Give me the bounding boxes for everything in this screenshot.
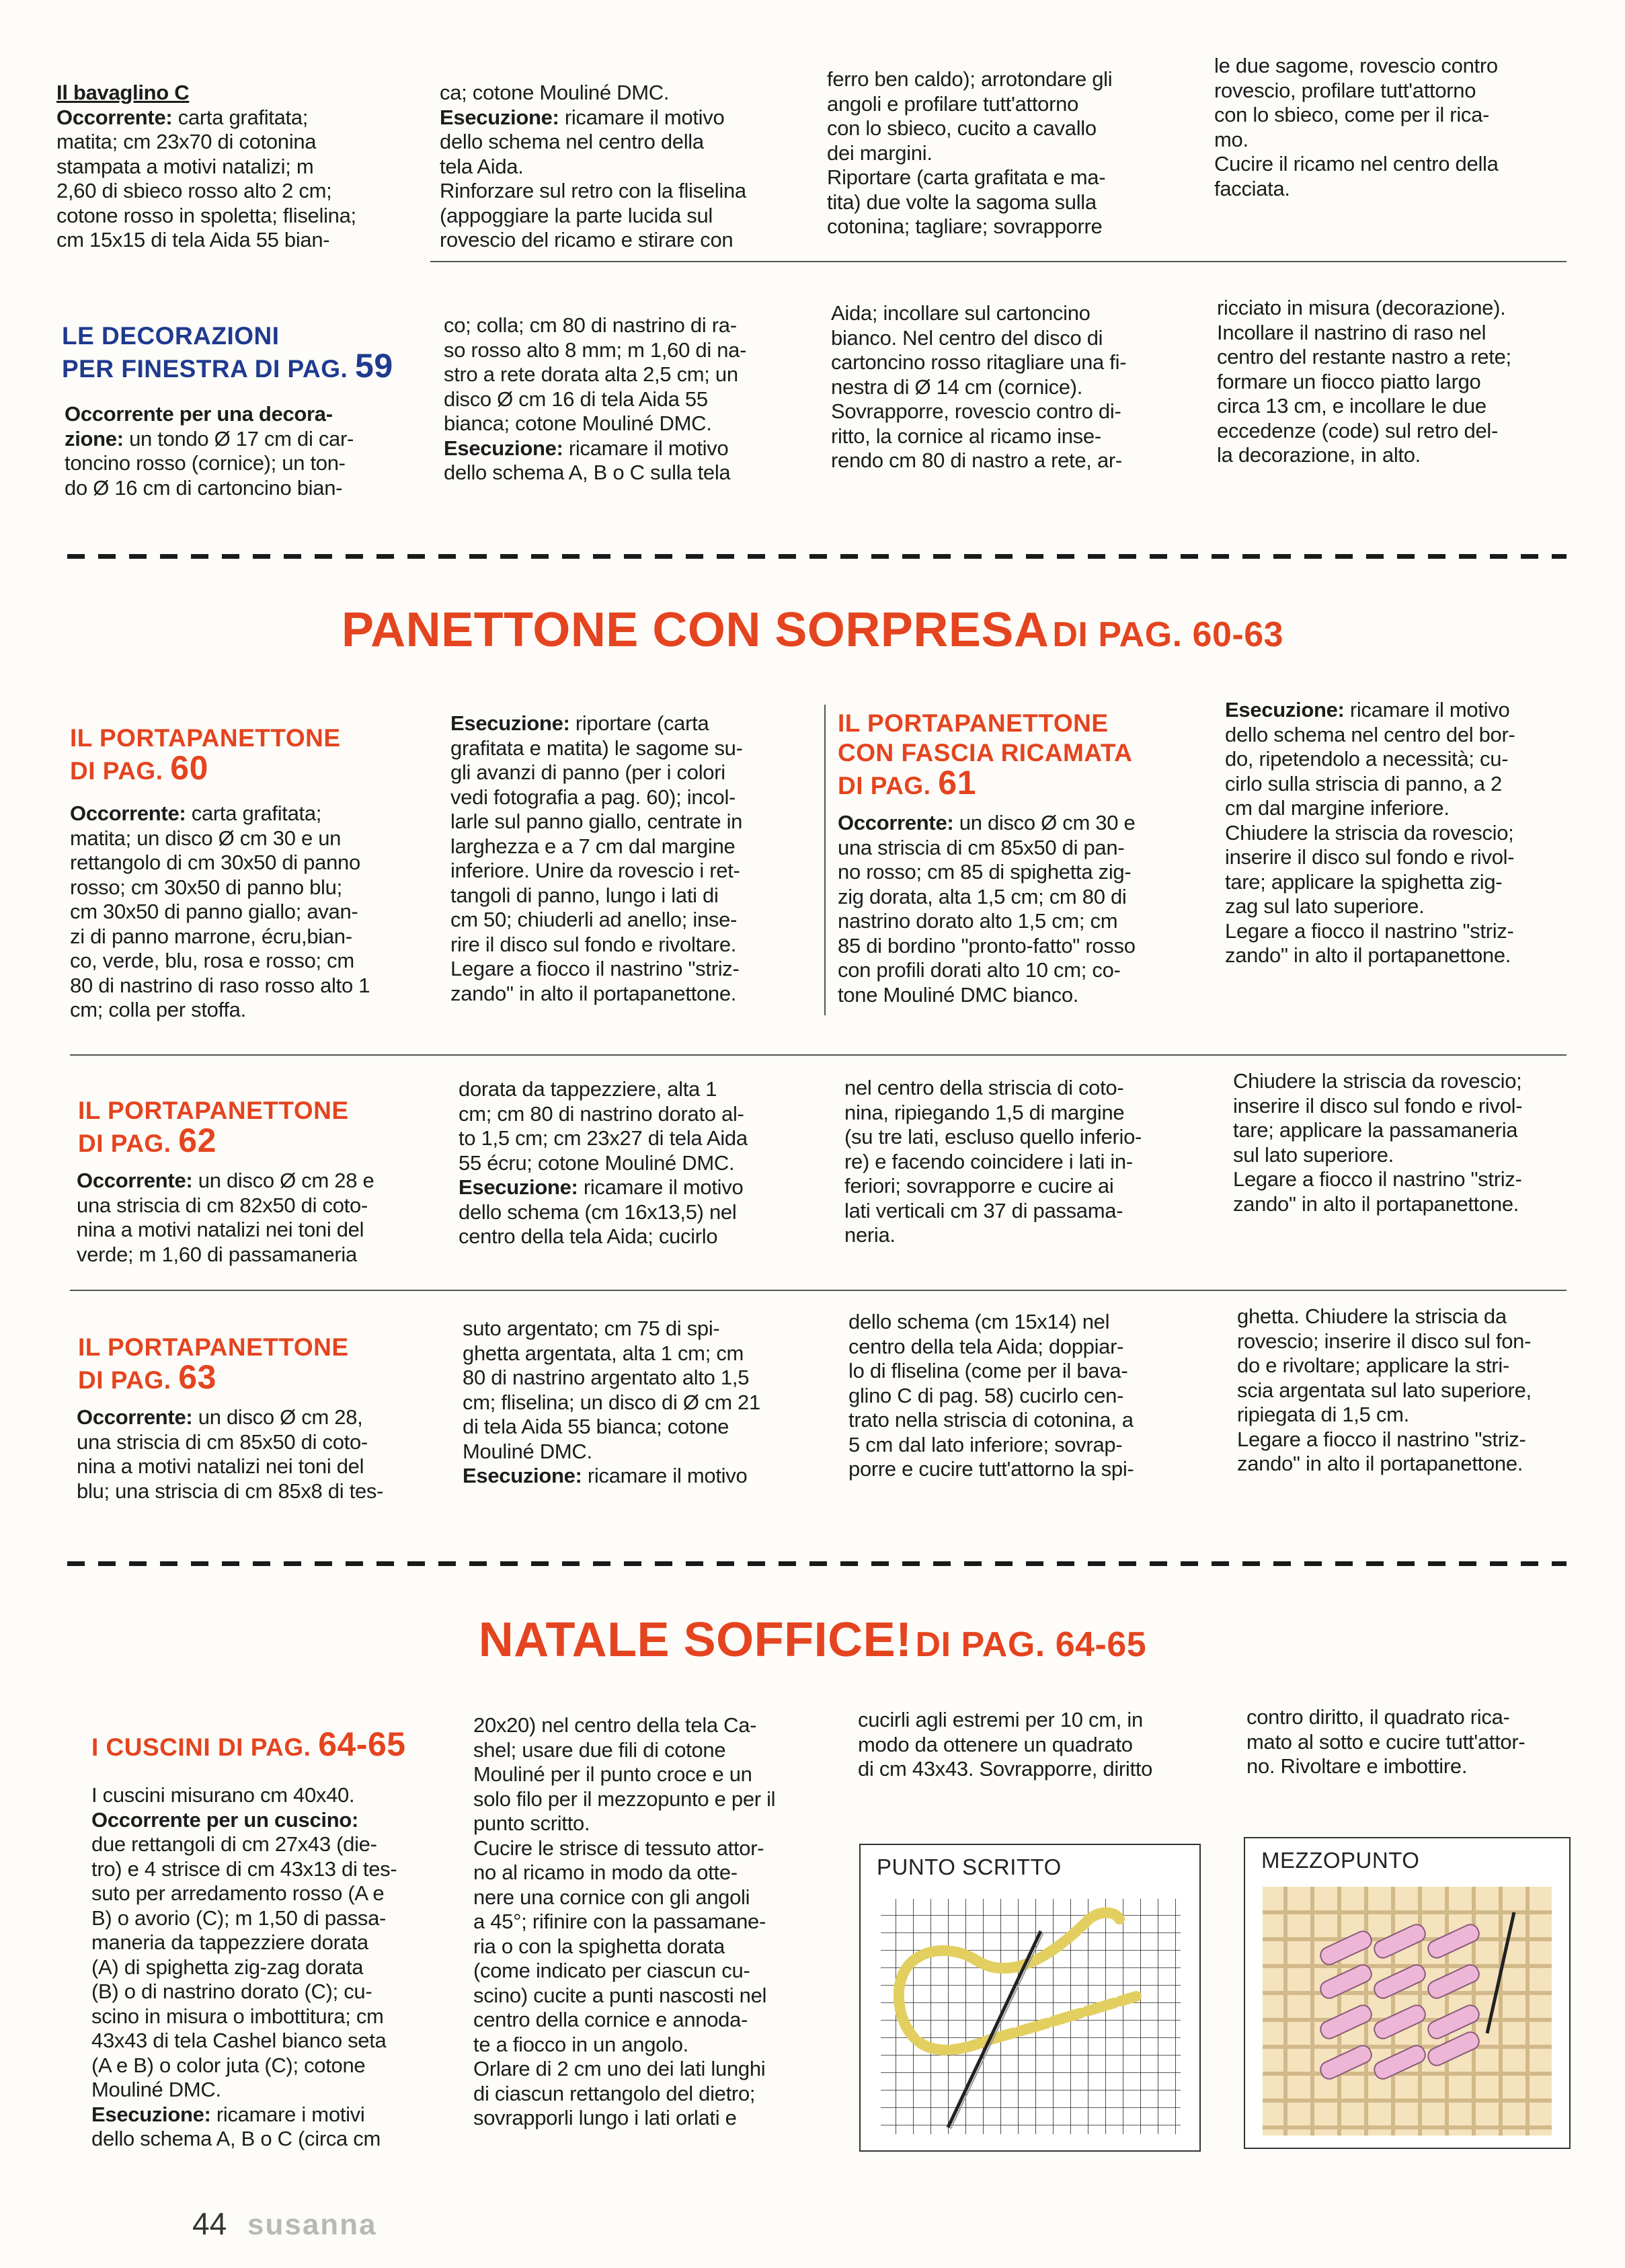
p60-col-1: Occorrente: carta grafitata; matita; un disco Ø cm 30 e un rettangolo di cm 30x50 di panno rosso; cm 30x50 di panno blu; cm 30x50 di panno giallo; avan- zi di panno marrone, écru,bian- co, verde, blu, rosa e rosso; cm 80 di nastrino di raso rosso alto 1 cm; colla per stoffa. — [70, 801, 370, 1021]
divider-rule — [430, 261, 1567, 262]
mezzopunto-illustration — [1245, 1838, 1569, 2148]
punto-scritto-illustration — [861, 1845, 1199, 2150]
cuscini-col-4: contro diritto, il quadrato rica- mato al sotto e cucire tutt'attor- no. Rivoltare e imbottire. — [1246, 1705, 1525, 1778]
p60-heading: IL PORTAPANETTONE DI PAG. 60 — [70, 724, 341, 787]
decorazioni-col-3: Aida; incollare sul cartoncino bianco. Nel centro del disco di cartoncino rosso ritagliare una fi- nestra di Ø 14 cm (cornice). Sovrapporre, rovescio contro di- ritto, la cornice al ricamo inse- rendo cm 80 di nastro a rete, ar- — [831, 301, 1127, 472]
magazine-name: susanna — [247, 2208, 377, 2241]
natale-title: NATALE SOFFICE! DI PAG. 64-65 — [478, 1613, 1147, 1667]
bavaglino-col-4: le due sagome, rovescio contro rovescio, profilare tutt'attorno con lo sbieco, come per il rica- mo. Cucire il ricamo nel centro della facciata. — [1214, 54, 1499, 200]
punto-scritto-label: PUNTO SCRITTO — [877, 1854, 1062, 1879]
decorazioni-col-2: co; colla; cm 80 di nastrino di ra- so rosso alto 8 mm; m 1,60 di na- stro a rete dorata alta 2,5 cm; un disco Ø cm 16 di tela Aida 55 bianca; cotone Mouliné DMC. Esecuzione: ricamare il motivo dello schema A, B o C sulla tela — [444, 313, 747, 484]
mezzopunto-diagram — [1244, 1837, 1571, 2149]
bavaglino-col-3: ferro ben caldo); arrotondare gli angoli e profilare tutt'attorno con lo sbieco, cucito a cavallo dei margini. Riportare (carta grafitata e ma- tita) due volte la sagoma sulla cotonina; tagliare; sovrapporre — [827, 67, 1113, 238]
p63-col-3: dello schema (cm 15x14) nel centro della tela Aida; doppiar- lo di fliselina (come per il bava- glino C di pag. 58) cucirlo cen- trato nella striscia di cotonina, a 5 cm dal lato inferiore; sovrap- porre e cucire tutt'attorno la spi- — [848, 1310, 1134, 1481]
p63-col-2: suto argentato; cm 75 di spi- ghetta argentata, alta 1 cm; cm 80 di nastrino argentato alto 1,5 cm; fliselina; un disco di Ø cm 21 di tela Aida 55 bianca; cotone Mouliné DMC. Esecuzione: ricamare il motivo — [463, 1317, 760, 1487]
p63-col-4: ghetta. Chiudere la striscia da rovescio; inserire il disco sul fon- do e rivoltare; applicare la stri- scia argentata sul lato superiore, ripiegata di 1,5 cm. Legare a fiocco il nastrino "striz- zando" in alto il portapanettone. — [1237, 1304, 1532, 1475]
p61-col: Occorrente: un disco Ø cm 30 e una striscia di cm 85x50 di pan- no rosso; cm 85 di spighetta zig- zig dorata, alta 1,5 cm; cm 80 di nastrino dorato alto 1,5 cm; cm 85 di bordino "pronto-fatto" rosso con profili dorati alto 10 cm; co- tone Mouliné DMC bianco. — [838, 811, 1136, 1007]
p61-heading: IL PORTAPANETTONE CON FASCIA RICAMATA DI PAG. 61 — [838, 709, 1133, 801]
decorazioni-heading: LE DECORAZIONI PER FINESTRA DI PAG. 59 — [62, 322, 393, 385]
divider-rule — [70, 1054, 1567, 1056]
decorazioni-col-4: ricciato in misura (decorazione). Incollare il nastrino di raso nel centro del restante nastro a rete; formare un fiocco piatto largo circa 13 cm, e incollare le due eccedenze (code) sul retro del- la decorazione, in alto. — [1217, 296, 1511, 467]
p63-heading: IL PORTAPANETTONE DI PAG. 63 — [78, 1333, 349, 1396]
bavaglino-col-2: ca; cotone Mouliné DMC. Esecuzione: ricamare il motivo dello schema nel centro della tela Aida. Rinforzare sul retro con la fliselina (appoggiare la parte lucida sul rovescio del ricamo e stirare con — [440, 81, 746, 251]
bavaglino-title: Il bavaglino C — [56, 81, 190, 104]
p62-col-4: Chiudere la striscia da rovescio; inserire il disco sul fondo e rivol- tare; applicare la passamaneria sul lato superiore. Legare a fiocco il nastrino "striz- zando" in alto il portapanettone. — [1233, 1069, 1523, 1216]
p62-col-3: nel centro della striscia di coto- nina, ripiegando 1,5 di margine (su tre lati, escluso quello inferio- re) e facendo coincidere i lati in- feriori; sovrapporre e cucire ai lati verticali cm 37 di passama- neria. — [844, 1076, 1142, 1247]
p62-col-1: Occorrente: un disco Ø cm 28 e una striscia di cm 82x50 di coto- nina a motivi natalizi nei toni del verde; m 1,60 di passamaneria — [77, 1169, 374, 1266]
divider-rule — [70, 1290, 1567, 1291]
p60-col-2: Esecuzione: riportare (carta grafitata e matita) le sagome su- gli avanzi di panno (per i colori vedi fotografia a pag. 60); incol- larle sul panno giallo, centrate in larghezza e a 7 cm dal margine inferiore. Unire da rovescio i ret- tangoli di panno, lungo i lati di cm 50; chiuderli ad anello; inse- rire il disco sul fondo e rivoltare. Legare a fiocco il nastrino "striz- zando" in alto il portapanettone. — [450, 711, 743, 1005]
bavaglino-col-1: Il bavaglino C Occorrente: carta grafitata; matita; cm 23x70 di cotonina stampata a motivi natalizi; m 2,60 di sbieco rosso alto 2 cm; cotone rosso in spoletta; fliselina; cm 15x15 di tela Aida 55 bian- — [56, 81, 393, 253]
cuscini-heading: I CUSCINI DI PAG. 64-65 — [91, 1725, 406, 1763]
dashed-separator — [67, 1561, 1567, 1566]
p62-heading: IL PORTAPANETTONE DI PAG. 62 — [78, 1097, 349, 1159]
vertical-divider — [824, 705, 826, 1015]
cuscini-col-2: 20x20) nel centro della tela Ca- shel; usare due fili di cotone Mouliné per il punto croce e un solo filo per il mezzopunto e per il punto scritto. Cucire le strisce di tessuto attor- no al ricamo in modo da otte- nere una cornice con gli angoli a 45°; rifinire con la passamane- ria o con la spighetta dorata (come indicato per ciascun cu- scino) cucite a punti nascosti nel centro della cornice e annoda- te a fiocco in un angolo. Orlare di 2 cm uno dei lati lunghi di ciascun rettangolo del dietro; sovrapporli lungo i lati orlati e — [473, 1713, 776, 2129]
panettone-title: PANETTONE CON SORPRESA DI PAG. 60-63 — [341, 603, 1284, 657]
cuscini-col-3: cucirli agli estremi per 10 cm, in modo da ottenere un quadrato di cm 43x43. Sovrapporre, diritto — [858, 1708, 1153, 1781]
decorazioni-col-1: Occorrente per una decora- zione: un tondo Ø 17 cm di car- toncino rosso (cornice); un ton- do Ø 16 cm di cartoncino bian- — [65, 402, 354, 500]
punto-scritto-diagram — [859, 1844, 1201, 2152]
p61-col-2: Esecuzione: ricamare il motivo dello schema nel centro del bor- do, ripetendolo a necessità; cu- cirlo sulla striscia di panno, a 2 cm dal margine inferiore. Chiudere la striscia da rovescio; inserire il disco sul fondo e rivol- tare; applicare la spighetta zig- zag sul lato superiore. Legare a fiocco il nastrino "striz- zando" in alto il portapanettone. — [1225, 698, 1515, 967]
p62-col-2: dorata da tappezziere, alta 1 cm; cm 80 di nastrino dorato al- to 1,5 cm; cm 23x27 di tela Aida 55 écru; cotone Mouliné DMC. Esecuzione: ricamare il motivo dello schema (cm 16x13,5) nel centro della tela Aida; cucirlo — [459, 1077, 748, 1248]
p63-col-1: Occorrente: un disco Ø cm 28, una striscia di cm 85x50 di coto- nina a motivi natalizi nei toni del blu; una striscia di cm 85x8 di tes- — [77, 1405, 384, 1503]
mezzopunto-label: MEZZOPUNTO — [1261, 1848, 1420, 1873]
cuscini-col-1: I cuscini misurano cm 40x40. Occorrente per un cuscino: due rettangoli di cm 27x43 (die- tro) e 4 strisce di cm 43x13 di tes- suto per arredamento rosso (A e B) o avorio (C); m 1,50 di passa- maneria da tappezziere dorata (A) di spighetta zig-zag dorata (B) o di nastrino dorato (C); cu- scino in misura o imbottitura; cm 43x43 di tela Cashel bianco seta (A e B) o color juta (C); cotone Mouliné DMC. Esecuzione: ricamare i motivi dello schema A, B o C (circa cm — [91, 1783, 397, 2150]
dashed-separator — [67, 554, 1567, 559]
page-number: 44 — [192, 2206, 227, 2241]
